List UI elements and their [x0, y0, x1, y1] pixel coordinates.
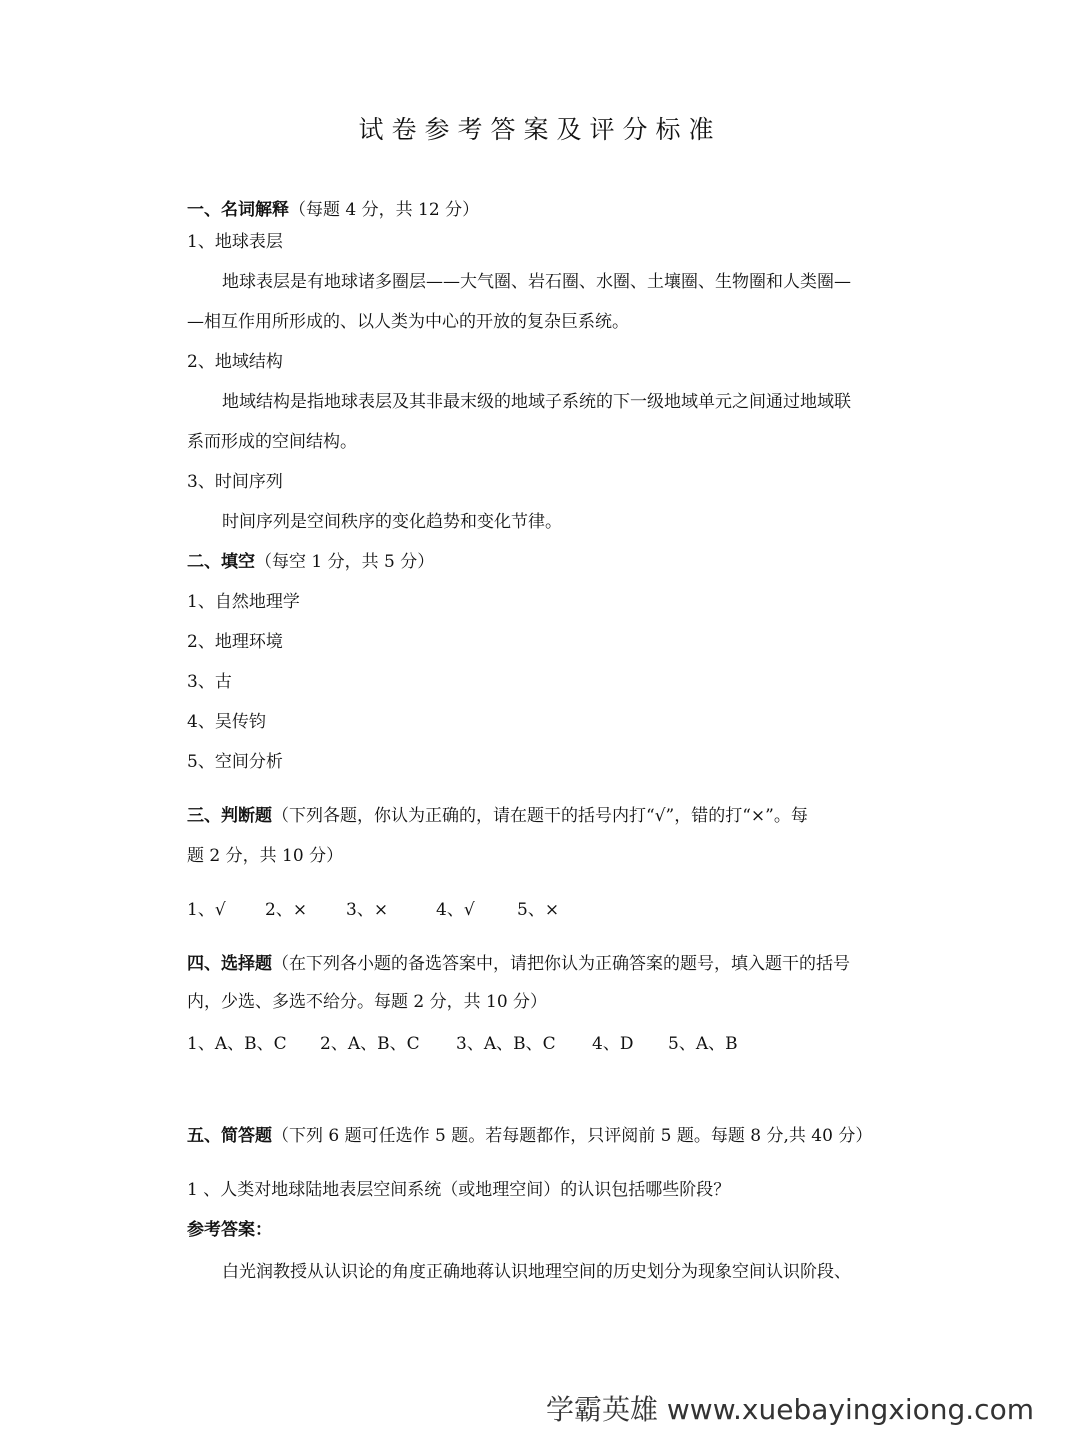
section-1-heading-line [187, 198, 479, 222]
section-4-note-line-2: 内，少选、多选不给分。每题 2 分，共 10 分） [187, 992, 548, 1012]
term-3-label: 3、时间序列 [187, 472, 283, 492]
section-3-note-line-1: （下列各题，你认为正确的，请在题干的括号内打“√”，错的打“×”。每 [272, 806, 808, 826]
choice-answer-3: 3、A、B、C [456, 1034, 556, 1054]
fill-answer-1: 1、自然地理学 [187, 592, 300, 612]
section-4-heading-line [187, 952, 850, 976]
term-1-label: 1、地球表层 [187, 232, 283, 252]
choice-answer-4: 4、D [592, 1034, 634, 1054]
judge-answer-2: 2、× [265, 900, 308, 920]
section-2-heading: 二、填空 [187, 552, 255, 572]
section-4-heading: 四、选择题 [187, 954, 272, 974]
term-2-definition-line-1: 地域结构是指地球表层及其非最末级的地域子系统的下一级地域单元之间通过地域联 [222, 392, 851, 412]
section-5-note: （下列 6 题可任选作 5 题。若每题都作，只评阅前 5 题。每题 8 分,共 40 分） [272, 1126, 873, 1146]
reference-answer-line-1: 白光润教授从认识论的角度正确地蒋认识地理空间的历史划分为现象空间认识阶段、 [222, 1262, 851, 1282]
section-1-heading: 一、名词解释 [187, 200, 289, 220]
judge-answer-3: 3、× [346, 900, 389, 920]
judge-answer-5: 5、× [517, 900, 560, 920]
term-1-definition-line-2: —相互作用所形成的、以人类为中心的开放的复杂巨系统。 [187, 312, 629, 332]
reference-answer-label: 参考答案： [187, 1220, 272, 1240]
section-2-heading-line [187, 550, 434, 574]
section-5-heading: 五、简答题 [187, 1126, 272, 1146]
fill-answer-3: 3、古 [187, 672, 232, 692]
watermark-footer: 学霸英雄 www.xuebayingxiong.com [546, 1393, 1034, 1426]
section-3-heading: 三、判断题 [187, 806, 272, 826]
fill-answer-5: 5、空间分析 [187, 752, 283, 772]
section-1-note: （每题 4 分，共 12 分） [289, 200, 480, 220]
fill-answer-4: 4、吴传钧 [187, 712, 266, 732]
judge-answer-4: 4、√ [436, 900, 475, 920]
choice-answer-5: 5、A、B [668, 1034, 738, 1054]
term-2-label: 2、地域结构 [187, 352, 283, 372]
term-2-definition-line-2: 系而形成的空间结构。 [187, 432, 357, 452]
fill-answer-2: 2、地理环境 [187, 632, 283, 652]
essay-question-1: 1 、人类对地球陆地表层空间系统（或地理空间）的认识包括哪些阶段？ [187, 1180, 731, 1200]
section-3-heading-line [187, 804, 808, 828]
term-3-definition-line-1: 时间序列是空间秩序的变化趋势和变化节律。 [222, 512, 562, 532]
section-5-heading-line [187, 1124, 872, 1148]
judge-answer-1: 1、√ [187, 900, 226, 920]
choice-answer-2: 2、A、B、C [320, 1034, 420, 1054]
section-2-note: （每空 1 分，共 5 分） [255, 552, 435, 572]
section-3-note-line-2: 题 2 分，共 10 分） [187, 846, 344, 866]
choice-answer-1: 1、A、B、C [187, 1034, 287, 1054]
term-1-definition-line-1: 地球表层是有地球诸多圈层——大气圈、岩石圈、水圈、土壤圈、生物圈和人类圈— [222, 272, 851, 292]
section-4-note-line-1: （在下列各小题的备选答案中，请把你认为正确答案的题号，填入题干的括号 [272, 954, 850, 974]
page-title: 试卷参考答案及评分标准 [358, 115, 722, 144]
